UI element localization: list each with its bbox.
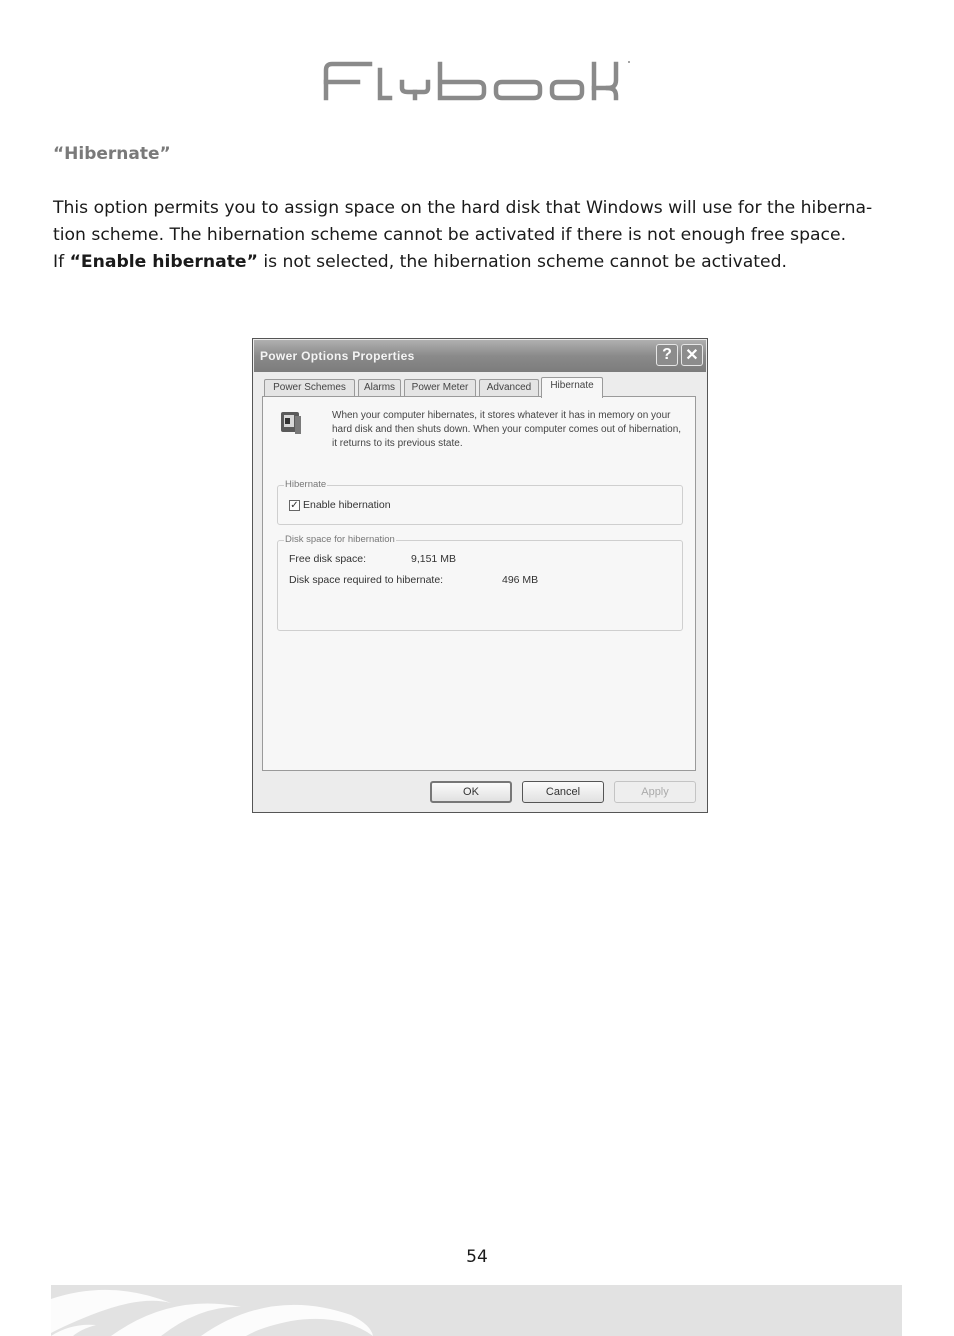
disk-space-group-label: Disk space for hibernation [285, 534, 395, 545]
tab-alarms[interactable]: Alarms [358, 379, 401, 396]
help-icon: ? [662, 346, 672, 363]
paragraph-line-3-prefix: If [53, 252, 70, 272]
hibernate-group-label: Hibernate [285, 479, 327, 490]
power-options-dialog [252, 338, 708, 813]
enable-hibernation-row[interactable] [289, 499, 391, 511]
check-icon: ✓ [290, 499, 299, 511]
hibernate-description: When your computer hibernates, it stores whatever it has in memory on your hard disk and then shuts down. When your computer comes out of hibernation, it returns to its previous state. [332, 410, 682, 449]
close-button[interactable] [681, 344, 703, 366]
hibernate-panel [262, 396, 696, 771]
disk-space-group [277, 534, 683, 631]
apply-button[interactable]: Apply [614, 781, 696, 803]
section-heading: “Hibernate” [53, 144, 171, 164]
paragraph-line-3-suffix: is not selected, the hibernation scheme cannot be activated. [257, 252, 787, 272]
paragraph-line-2: tion scheme. The hibernation scheme cannot be activated if there is not enough free space. [53, 225, 847, 245]
enable-hibernation-label: Enable hibernation [303, 499, 391, 511]
paragraph-line-3-bold: “Enable hibernate” [69, 252, 258, 272]
close-icon: ✕ [685, 347, 699, 364]
footer-swirl-decoration [51, 1285, 902, 1336]
footer-band [51, 1285, 902, 1336]
free-disk-space-value: 9,151 MB [411, 553, 456, 565]
hibernate-computer-icon [278, 410, 304, 436]
free-disk-space-label: Free disk space: [289, 553, 367, 565]
cancel-button[interactable]: Cancel [522, 781, 604, 803]
tab-power-meter[interactable]: Power Meter [404, 379, 476, 396]
required-space-label: Disk space required to hibernate: [289, 574, 444, 586]
hibernate-group [277, 479, 683, 525]
dialog-titlebar [254, 340, 706, 372]
required-space-value: 496 MB [502, 574, 539, 586]
paragraph-line-1: This option permits you to assign space on the hard disk that Windows will use for the hiberna- [53, 198, 873, 218]
tab-hibernate[interactable]: Hibernate [541, 377, 603, 398]
page-number: 54 [466, 1247, 488, 1267]
tab-advanced[interactable]: Advanced [479, 379, 539, 396]
enable-hibernation-checkbox[interactable] [289, 500, 300, 511]
section-paragraph [53, 195, 913, 276]
dialog-title: Power Options Properties [260, 349, 415, 363]
help-button[interactable] [656, 344, 678, 366]
tab-power-schemes[interactable]: Power Schemes [264, 379, 355, 396]
flybook-logo [318, 56, 634, 104]
ok-button[interactable]: OK [430, 781, 512, 803]
